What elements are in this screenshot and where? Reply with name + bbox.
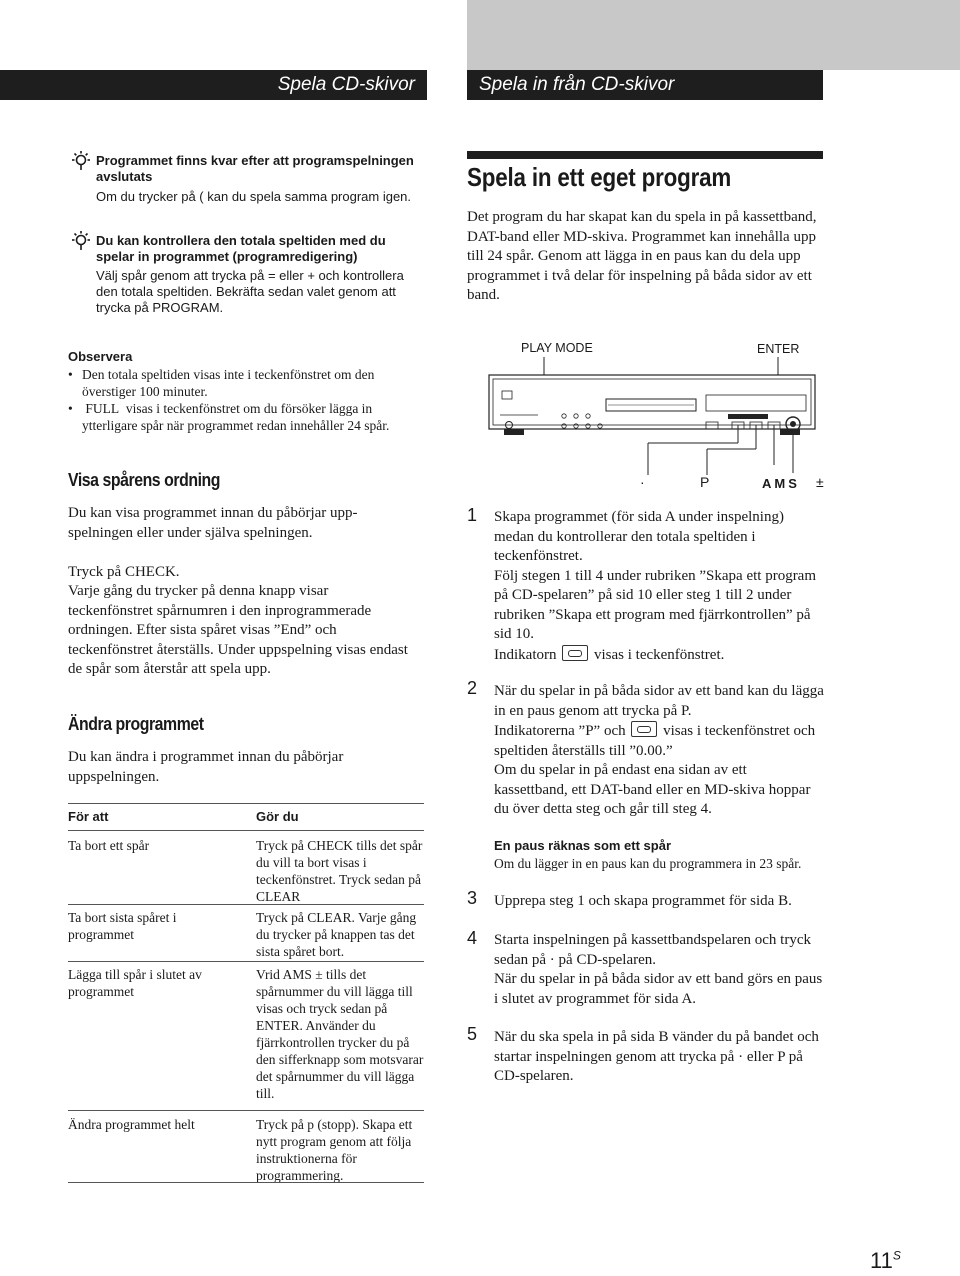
change-heading: Ändra programmet <box>68 714 204 734</box>
header-left-title: Spela CD-skivor <box>0 70 427 100</box>
table-col-left-header: För att <box>68 809 109 824</box>
cd-player-diagram <box>480 355 820 485</box>
page-number-value: 11 <box>870 1248 893 1273</box>
step-number: 2 <box>467 678 478 698</box>
tip1-body: Om du trycker på ( kan du spela samma program igen. <box>96 189 412 204</box>
lightbulb-tip-icon <box>70 230 92 252</box>
section-rule <box>467 151 823 159</box>
note-item: • Den totala speltiden visas inte i teckenfönstret om den överstiger 100 minuter. <box>68 366 420 400</box>
table-rule <box>68 830 424 831</box>
order-body: Varje gång du trycker på denna knapp visar teckenfönstret spårnumren i den inprogrammerade ordningen. Efter sista spåret visas ”End” och teckenfönstret återställs. Under uppspelning visas endast de spår som återstår att spela upp. <box>68 583 408 677</box>
table-cell: Ändra programmet helt <box>68 1117 195 1132</box>
lightbulb-tip-icon <box>70 150 92 172</box>
pause-note-body: Om du lägger in en paus kan du programmera in 23 spår. <box>494 856 802 871</box>
tip1-title: Programmet finns kvar efter att programspelningen avslutats <box>96 153 414 184</box>
tip2-body: Välj spår genom att trycka på = eller + och kontrollera den totala speltiden. Bekräfta sedan valet genom att trycka på PROGRAM. <box>96 268 404 315</box>
step-sub-a: Indikatorerna ”P” och <box>494 723 626 739</box>
step-sub-indicator-line <box>494 645 824 666</box>
table-rule <box>68 961 424 962</box>
step-sub: Följ stegen 1 till 4 under rubriken ”Skapa ett program på CD-spelaren” på sid 10 eller steg 1 till 2 under rubriken ”Skapa ett program med fjärrkontrollen” på sid 10. <box>494 567 817 642</box>
table-cell: Vrid AMS ± tills det spårnummer du vill lägga till visas och tryck sedan på ENTER. Använder du fjärrkontrollen trycker du på den sifferknapp som motsvarar det spårnummer du vill lägga till. <box>256 967 424 1101</box>
note-title: Observera <box>68 349 133 364</box>
label-ams: AMS <box>762 476 800 491</box>
label-plus-minus: ± <box>816 474 824 490</box>
right-heading: Spela in ett eget program <box>467 162 732 192</box>
table-cell: Ta bort ett spår <box>68 838 150 853</box>
table-top-rule <box>68 803 424 804</box>
table-cell: Ta bort sista spåret i programmet <box>68 910 177 942</box>
step-sub-a: Indikatorn <box>494 646 557 663</box>
table-bottom-rule <box>68 1182 424 1183</box>
header-gray-tab <box>467 0 960 70</box>
table-cell: Lägga till spår i slutet av programmet <box>68 967 202 999</box>
step-sub-indicator-line <box>494 721 824 761</box>
label-play-mode: PLAY MODE <box>521 341 593 355</box>
ab-indicator-icon <box>631 721 657 737</box>
step-5: När du ska spela in på sida B vänder du på bandet och startar inspelningen genom att trycka på · eller P på CD-spelaren. <box>494 1029 819 1084</box>
table-rule <box>68 904 424 905</box>
table-cell: Tryck på CHECK tills det spår du vill ta bort visas i teckenfönstret. Tryck sedan på CLEAR <box>256 838 423 904</box>
note-item: • FULL visas i teckenfönstret om du försöker lägga in ytterligare spår när programmet redan innehåller 24 spår. <box>68 400 420 434</box>
step-sub: Om du spelar in på endast ena sidan av ett kassettband, ett DAT-band eller en MD-skiva hoppar du över detta steg och går till steg 4. <box>494 762 811 817</box>
step-4 <box>494 931 824 1009</box>
order-step: Tryck på CHECK. <box>68 564 180 580</box>
change-intro: Du kan ändra i programmet innan du påbörjar uppspelningen. <box>68 749 344 785</box>
step-text: När du spelar in på båda sidor av ett band kan du lägga in en paus genom att trycka på P. <box>494 683 824 719</box>
table-cell: Tryck på p (stopp). Skapa ett nytt program genom att följa instruktionerna för programmering. <box>256 1117 413 1183</box>
step-text: Skapa programmet (för sida A under inspelning) medan du kontrollerar den totala speltiden i teckenfönstret. <box>494 509 784 564</box>
step-1 <box>494 508 824 665</box>
step-3: Upprepa steg 1 och skapa programmet för sida B. <box>494 893 792 909</box>
step-2 <box>494 682 824 820</box>
step-sub: När du spelar in på båda sidor av ett band görs en paus i slutet av programmet för sida A. <box>494 971 823 1007</box>
label-play-dot: · <box>640 474 645 490</box>
ab-indicator-icon <box>562 645 588 661</box>
order-heading: Visa spårens ordning <box>68 470 221 490</box>
page-number <box>870 1248 901 1274</box>
header-right-title: Spela in från CD-skivor <box>467 70 823 100</box>
step-text: Starta inspelningen på kassettbandspelaren och tryck sedan på · på CD-spelaren. <box>494 932 811 968</box>
step-number: 5 <box>467 1024 478 1044</box>
table-cell: Tryck på CLEAR. Varje gång du trycker på knappen tas det sista spåret bort. <box>256 910 417 959</box>
step-number: 1 <box>467 505 478 525</box>
pause-note-title: En paus räknas som ett spår <box>494 838 672 853</box>
label-p: P <box>700 474 710 490</box>
note-list <box>68 366 420 434</box>
step-number: 4 <box>467 928 478 948</box>
table-rule <box>68 1110 424 1111</box>
label-enter: ENTER <box>757 342 800 356</box>
tip2-title: Du kan kontrollera den totala speltiden med du spelar in programmet (programredigering) <box>96 233 386 264</box>
order-intro: Du kan visa programmet innan du påbörjar upp-spelningen eller under själva spelningen. <box>68 505 358 541</box>
table-col-right-header: Gör du <box>256 809 299 824</box>
step-number: 3 <box>467 888 478 908</box>
page-number-suffix: S <box>892 1248 901 1263</box>
step-sub-b: visas i teckenfönstret och speltiden återställs till ”0.00.” <box>494 723 816 759</box>
step-sub-b: visas i teckenfönstret. <box>593 646 725 663</box>
right-intro: Det program du har skapat kan du spela in på kassettband, DAT-band eller MD-skiva. Programmet kan innehålla upp till 24 spår. Genom att lägga in en paus kan du dela upp programmet i två delar för inspelning på båda sidor av ett band. <box>467 209 817 303</box>
